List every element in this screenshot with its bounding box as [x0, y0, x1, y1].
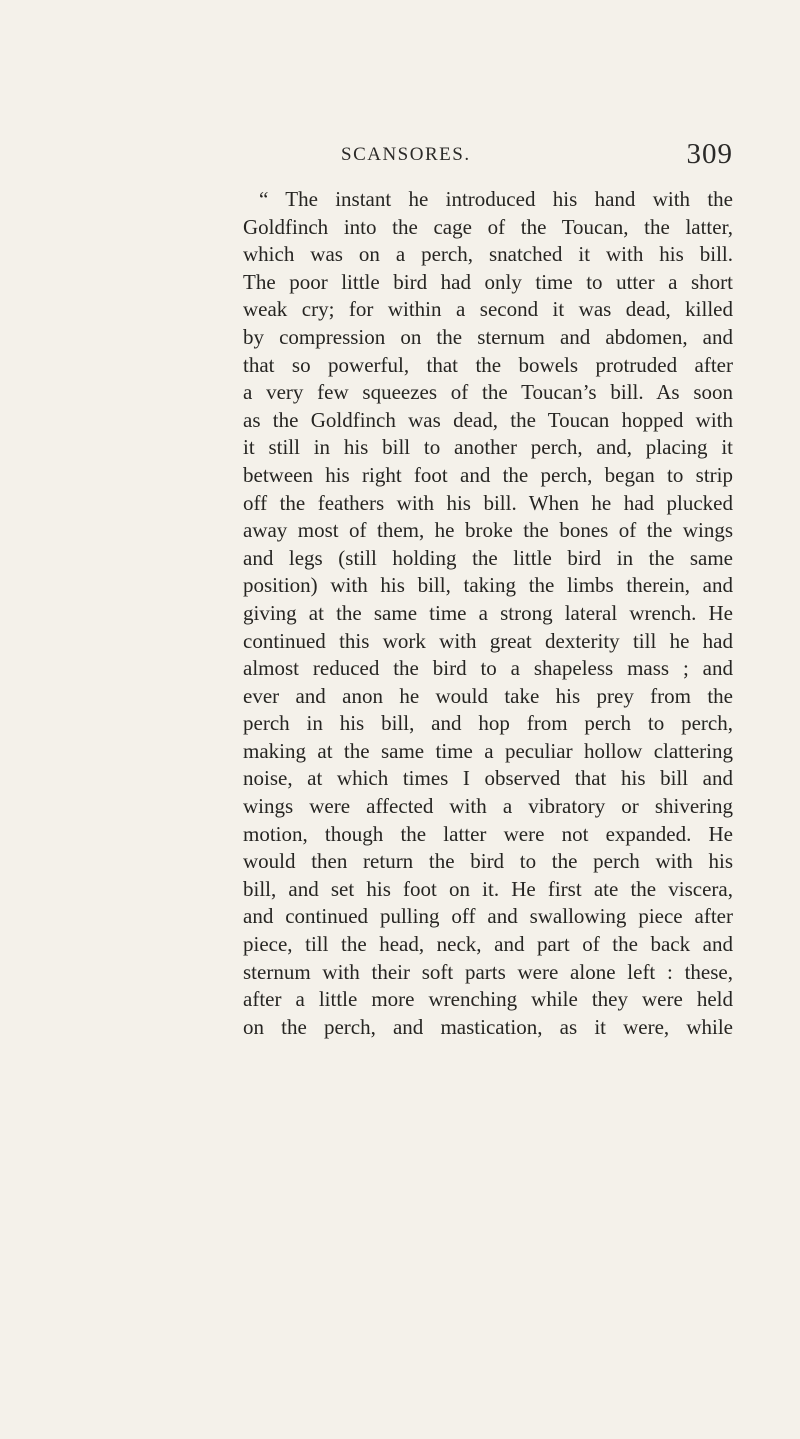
text-line: motion, though the latter were not expanded. He — [243, 821, 733, 846]
text-line: which was on a perch, snatched it with his bill. — [243, 242, 733, 267]
text-line: would then return the bird to the perch with his — [243, 849, 733, 874]
text-line: ever and anon he would take his prey from the — [243, 683, 733, 708]
text-line: bill, and set his foot on it. He first ate the viscera, — [243, 876, 733, 901]
text-line: almost reduced the bird to a shapeless mass ; and — [243, 656, 733, 681]
running-head — [243, 138, 733, 178]
text-line: continued this work with great dexterity till he had — [243, 628, 733, 653]
text-line: it still in his bill to another perch, and, placing it — [243, 435, 733, 460]
text-line: that so powerful, that the bowels protruded after — [243, 352, 733, 377]
text-line: perch in his bill, and hop from perch to perch, — [243, 711, 733, 736]
text-line: noise, at which times I observed that his bill and — [243, 766, 733, 791]
text-line: Goldfinch into the cage of the Toucan, the latter, — [243, 214, 733, 239]
text-line: off the feathers with his bill. When he had plucked — [243, 490, 733, 515]
text-line: weak cry; for within a second it was dead, killed — [243, 297, 733, 322]
text-line: piece, till the head, neck, and part of the back and — [243, 932, 733, 957]
text-line: giving at the same time a strong lateral wrench. He — [243, 600, 733, 625]
text-line: The poor little bird had only time to utter a short — [243, 269, 733, 294]
text-line: wings were affected with a vibratory or shivering — [243, 794, 733, 819]
text-line: after a little more wrenching while they were held — [243, 987, 733, 1012]
text-line: and legs (still holding the little bird in the same — [243, 545, 733, 570]
page-number: 309 — [686, 138, 733, 170]
text-line: between his right foot and the perch, began to strip — [243, 462, 733, 487]
running-title: SCANSORES. — [341, 144, 471, 165]
text-line: away most of them, he broke the bones of the wings — [243, 518, 733, 543]
text-line: a very few squeezes of the Toucan’s bill. As soon — [243, 380, 733, 405]
text-line: on the perch, and mastication, as it were, while — [243, 1014, 733, 1039]
text-line: as the Goldfinch was dead, the Toucan hopped with — [243, 407, 733, 432]
text-line: sternum with their soft parts were alone left : these, — [243, 959, 733, 984]
text-line: position) with his bill, taking the limbs therein, and — [243, 573, 733, 598]
text-line: and continued pulling off and swallowing piece after — [243, 904, 733, 929]
text-line: making at the same time a peculiar hollow clattering — [243, 738, 733, 763]
text-line: “ The instant he introduced his hand with the — [259, 187, 733, 211]
body-paragraph — [243, 186, 733, 1041]
text-line: by compression on the sternum and abdomen, and — [243, 324, 733, 349]
